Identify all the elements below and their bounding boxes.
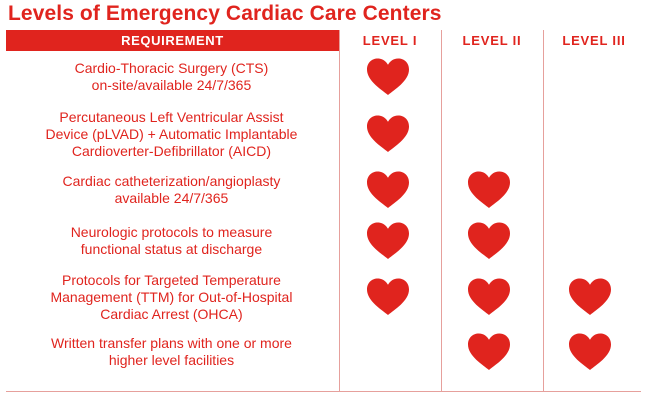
requirement-text [6, 173, 337, 207]
requirement-text [6, 272, 337, 323]
heart-icon [466, 277, 512, 317]
table-row [6, 103, 641, 165]
heart-icon [567, 277, 613, 317]
header-requirement: REQUIREMENT [6, 30, 339, 51]
heart-icon [365, 221, 411, 261]
heart-icon [466, 170, 512, 210]
requirement-line: Management (TTM) for Out-of-Hospital [50, 288, 293, 305]
heart-icon [365, 57, 411, 97]
requirement-line: Written transfer plans with one or more [50, 335, 292, 351]
requirement-text [6, 60, 337, 94]
header-level-3: LEVEL III [562, 33, 626, 48]
requirement-line: Cardiac Arrest (OHCA) [100, 305, 243, 322]
level-2-cell [438, 221, 539, 261]
requirement-line: Neurologic protocols to measure [70, 223, 273, 240]
requirement-line: Cardio-Thoracic Surgery (CTS) [74, 60, 269, 76]
level-1-cell [337, 277, 438, 317]
requirement-line: Cardioverter-Defibrillator (AICD) [71, 142, 272, 159]
heart-icon [567, 332, 613, 372]
heart-icon [365, 277, 411, 317]
table-row [6, 266, 641, 328]
table-body [6, 51, 641, 376]
table-row [6, 165, 641, 215]
level-3-cell [540, 277, 641, 317]
heart-icon [466, 221, 512, 261]
requirement-line: functional status at discharge [80, 240, 263, 257]
level-1-cell [337, 221, 438, 261]
table-row [6, 215, 641, 266]
requirement-line: Device (pLVAD) + Automatic Implantable [45, 125, 298, 142]
requirement-text [6, 109, 337, 160]
header-level-1: LEVEL I [362, 33, 418, 48]
table-header [6, 30, 645, 51]
level-2-cell [438, 277, 539, 317]
level-2-cell [438, 332, 539, 372]
requirement-line: Protocols for Targeted Temperature [61, 271, 281, 288]
requirement-text [6, 224, 337, 258]
table-bottom-rule [6, 391, 641, 392]
requirement-line: Percutaneous Left Ventricular Assist [59, 108, 284, 125]
heart-icon [466, 332, 512, 372]
level-2-cell [438, 170, 539, 210]
table-row [6, 328, 641, 376]
level-3-cell [540, 332, 641, 372]
requirement-line: higher level facilities [108, 352, 235, 368]
level-1-cell [337, 170, 438, 210]
page-title: Levels of Emergency Cardiac Care Centers [8, 2, 442, 25]
requirement-line: Cardiac catheterization/angioplasty [62, 173, 281, 189]
requirements-table [6, 30, 641, 392]
header-level-2: LEVEL II [462, 33, 522, 48]
level-1-cell [337, 57, 438, 97]
requirement-line: available 24/7/365 [114, 190, 229, 206]
requirement-text [6, 335, 337, 369]
table-row [6, 51, 641, 103]
heart-icon [365, 114, 411, 154]
requirement-line: on-site/available 24/7/365 [91, 77, 252, 93]
heart-icon [365, 170, 411, 210]
level-1-cell [337, 114, 438, 154]
